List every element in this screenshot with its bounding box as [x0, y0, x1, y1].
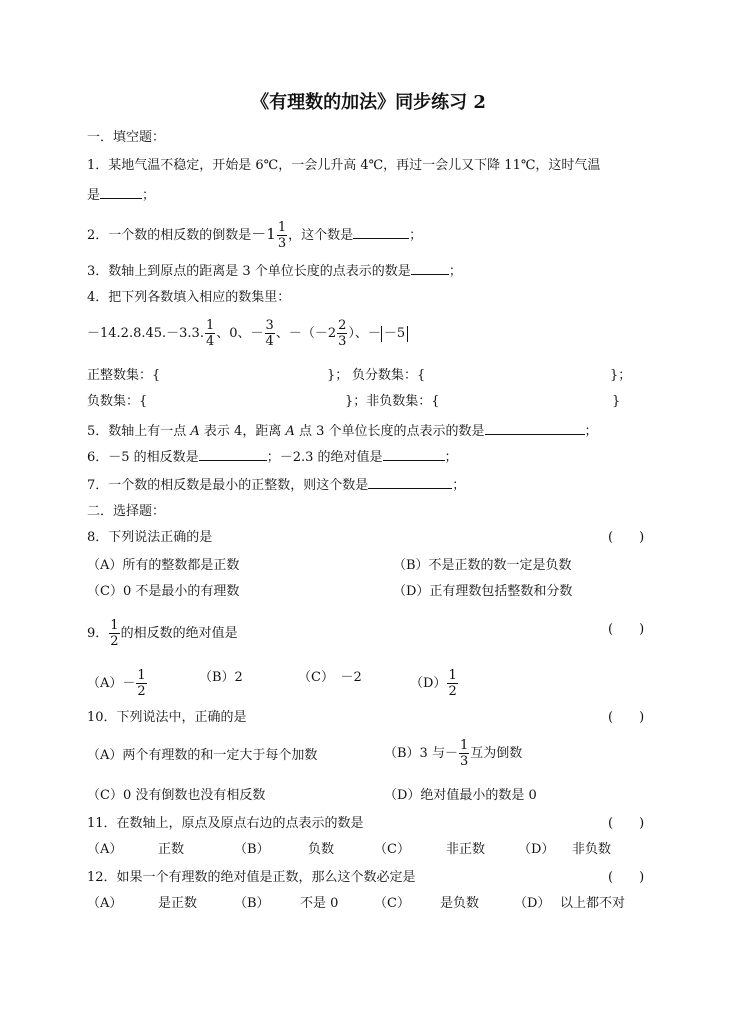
- answer-blank-3[interactable]: [411, 260, 449, 275]
- option-11c[interactable]: （C）: [374, 842, 410, 857]
- set-non-negative-end: }: [612, 394, 621, 409]
- option-10b[interactable]: （B）3 与－ $\frac{1}{3}$ 互为倒数: [384, 738, 523, 769]
- answer-bracket-11[interactable]: ( ): [608, 816, 645, 831]
- set-positive-integers: 正整数集：{: [87, 368, 161, 383]
- answer-blank-6a[interactable]: [199, 446, 267, 461]
- question-12: 12．如果一个有理数的绝对值是正数，那么这个数必定是: [87, 870, 416, 885]
- option-8b[interactable]: （B）不是正数的数一定是负数: [393, 558, 572, 573]
- fraction-one-third: $\frac{1}{3}$: [277, 220, 287, 251]
- option-12b-text[interactable]: 不是 0: [300, 896, 339, 911]
- answer-bracket-8[interactable]: ( ): [608, 530, 645, 545]
- fraction-one-half: $\frac{1}{2}$: [110, 618, 119, 649]
- set-negative-numbers: 负数集：{: [87, 394, 148, 409]
- fraction-three-quarters: $\frac{3}{4}$: [265, 318, 274, 349]
- option-11a[interactable]: （A）: [87, 842, 123, 857]
- fraction-two-thirds: $\frac{2}{3}$: [338, 318, 347, 349]
- option-10c[interactable]: （C）0 没有倒数也没有相反数: [87, 788, 266, 803]
- answer-blank-1[interactable]: [100, 184, 142, 199]
- fraction-one-half-d: $\frac{1}{2}$: [448, 668, 457, 699]
- question-2: 2．一个数的相反数的倒数是－1 $\frac{1}{3}$ ，这个数是 ；: [87, 220, 423, 251]
- option-10a[interactable]: （A）两个有理数的和一定大于每个加数: [87, 748, 318, 763]
- answer-bracket-10[interactable]: ( ): [608, 710, 645, 725]
- question-4-numbers: －14.2.8.45.－3.3. $\frac{1}{4}$ 、0、－ $\frac{3}{4}$ 、－（－2 $\frac{2}{3}$ ）、－ －5: [87, 318, 408, 349]
- set-non-negative-numbers: }；非负数集：{: [345, 394, 440, 409]
- answer-blank-2[interactable]: [353, 224, 409, 239]
- option-12c[interactable]: （C）: [374, 896, 410, 911]
- fraction-one-half-a: $\frac{1}{2}$: [137, 668, 146, 699]
- question-5: 5．数轴上有一点 A 表示 4，距离 A 点 3 个单位长度的点表示的数是 ；: [87, 420, 598, 442]
- answer-bracket-12[interactable]: ( ): [608, 870, 645, 885]
- option-8d[interactable]: （D）正有理数包括整数和分数: [393, 584, 573, 599]
- option-11d-text[interactable]: 非负数: [572, 842, 612, 857]
- set-negative-fractions-end: }；: [610, 368, 632, 383]
- question-3: 3．数轴上到原点的距离是 3 个单位长度的点表示的数是 ；: [87, 260, 462, 282]
- answer-blank-5[interactable]: [485, 420, 585, 435]
- option-10d[interactable]: （D）绝对值最小的数是 0: [384, 788, 537, 803]
- option-11c-text[interactable]: 非正数: [446, 842, 486, 857]
- option-11a-text[interactable]: 正数: [158, 842, 185, 857]
- question-1-line-a: 1．某地气温不稳定，开始是 6℃，一会儿升高 4℃，再过一会儿又下降 11℃，这时气温: [87, 158, 601, 173]
- question-7: 7．一个数的相反数是最小的正整数，则这个数是 ；: [87, 474, 465, 496]
- question-8: 8．下列说法正确的是: [87, 530, 213, 545]
- option-12a-text[interactable]: 是正数: [158, 896, 198, 911]
- option-9c[interactable]: （C） －2: [298, 670, 362, 685]
- option-11b-text[interactable]: 负数: [308, 842, 335, 857]
- set-negative-fractions: 负分数集：{: [352, 368, 426, 383]
- fraction-one-third-b: $\frac{1}{3}$: [459, 738, 469, 769]
- option-9d[interactable]: （D） $\frac{1}{2}$: [410, 668, 457, 699]
- option-9b[interactable]: （B）2: [199, 670, 243, 685]
- answer-blank-6b[interactable]: [383, 446, 445, 461]
- page-title: 《有理数的加法》同步练习 2: [251, 92, 486, 113]
- option-12d-text[interactable]: 以上都不对: [560, 896, 626, 911]
- question-6: 6．－5 的相反数是 ；－2.3 的绝对值是 ；: [87, 446, 458, 468]
- question-4: 4．把下列各数填入相应的数集里：: [87, 290, 291, 305]
- question-1-line-b: 是 ；: [87, 184, 155, 206]
- option-8a[interactable]: （A）所有的整数都是正数: [87, 558, 240, 573]
- section-fill-in-heading: 一．填空题：: [87, 130, 166, 145]
- fraction-one-quarter: $\frac{1}{4}$: [205, 318, 215, 349]
- set-positive-integers-end: }；: [327, 368, 349, 383]
- section-choice-heading: 二．选择题：: [87, 504, 166, 519]
- option-11b[interactable]: （B）: [234, 842, 270, 857]
- question-10: 10．下列说法中，正确的是: [87, 710, 247, 725]
- question-11: 11．在数轴上，原点及原点右边的点表示的数是: [87, 816, 364, 831]
- option-8c[interactable]: （C）0 不是最小的有理数: [87, 584, 240, 599]
- answer-blank-7[interactable]: [368, 474, 452, 489]
- option-9a[interactable]: （A）－ $\frac{1}{2}$: [87, 668, 146, 699]
- option-12b[interactable]: （B）: [234, 896, 270, 911]
- option-12d[interactable]: （D）: [514, 896, 551, 911]
- option-11d[interactable]: （D）: [518, 842, 555, 857]
- option-12a[interactable]: （A）: [87, 896, 123, 911]
- option-12c-text[interactable]: 是负数: [440, 896, 480, 911]
- answer-bracket-9[interactable]: ( ): [608, 622, 645, 637]
- absolute-value: －5: [381, 326, 408, 342]
- question-9: 9． $\frac{1}{2}$ 的相反数的绝对值是: [87, 618, 238, 649]
